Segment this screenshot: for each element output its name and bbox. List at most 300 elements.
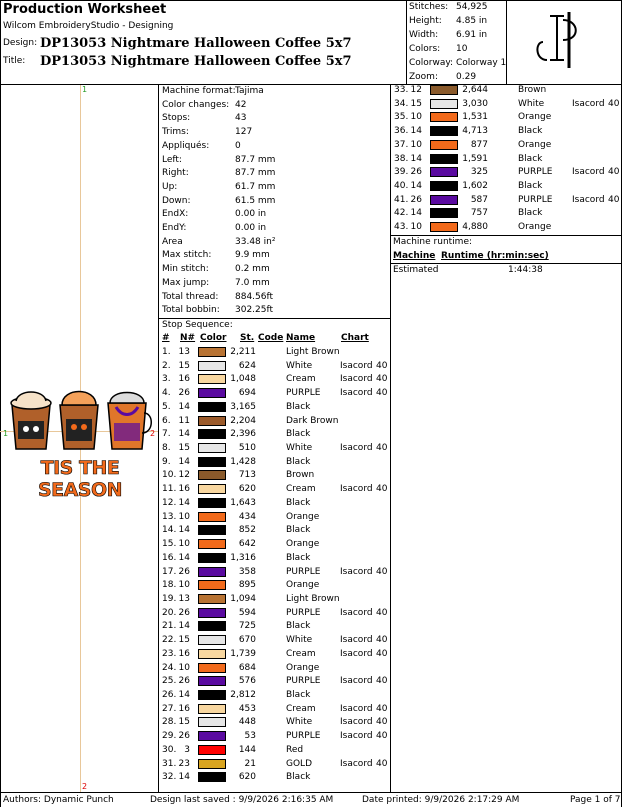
stop-stitches: 642 [238, 539, 256, 550]
stop-stitches: 620 [238, 772, 256, 783]
stop-row [160, 538, 390, 552]
stop-color-name: White [286, 717, 313, 728]
property-value: 127 [235, 127, 253, 138]
summary-value: 0.29 [456, 72, 477, 82]
property-label: Left: [162, 154, 182, 165]
property-label: EndY: [162, 223, 187, 233]
property-value: 7.0 mm [235, 277, 270, 288]
stop-row [160, 662, 390, 676]
color-swatch [198, 663, 226, 673]
stop-row [392, 207, 620, 221]
stop-index: 22. [162, 635, 177, 646]
stop-needle: 10 [410, 112, 422, 123]
stop-row [392, 194, 620, 208]
property-label: Machine format: [162, 86, 236, 96]
property-value: 43 [235, 113, 247, 124]
stop-index: 23. [162, 648, 177, 659]
stop-row [392, 153, 620, 167]
stop-row [392, 98, 620, 112]
stop-needle: 10 [178, 539, 190, 550]
stop-index: 30. [162, 744, 177, 755]
stop-code: 40 [376, 443, 388, 454]
stop-color-name: Orange [286, 511, 320, 522]
stop-code: 40 [376, 374, 388, 385]
stop-color-name: Orange [518, 112, 552, 123]
stop-chart: Isacord [572, 98, 605, 109]
stop-stitches: 694 [238, 388, 256, 399]
stop-code: 40 [376, 635, 388, 646]
title-label: Title: [3, 56, 26, 66]
stop-color-name: White [286, 635, 313, 646]
stop-chart: Isacord [340, 566, 373, 577]
color-swatch [198, 704, 226, 714]
color-swatch [198, 608, 226, 618]
coffee-cups-illustration [4, 383, 154, 453]
stop-color-name: Orange [518, 222, 552, 233]
stop-row [160, 373, 390, 387]
stop-color-name: Black [286, 772, 311, 783]
stop-row [160, 469, 390, 483]
stop-row [160, 758, 390, 772]
stop-needle: 26 [178, 388, 190, 399]
stop-index: 4. [162, 388, 171, 399]
stop-needle: 10 [178, 511, 190, 522]
stop-stitches: 877 [470, 139, 488, 150]
color-swatch [198, 470, 226, 480]
slogan-text: TIS THE SEASON [37, 457, 123, 501]
col-chart-header: Chart [341, 333, 369, 343]
stop-index: 14. [162, 525, 177, 536]
stop-index: 17. [162, 566, 177, 577]
stop-color-name: PURPLE [286, 676, 321, 687]
stop-chart: Isacord [340, 717, 373, 728]
color-swatch [198, 690, 226, 700]
color-swatch [430, 85, 458, 95]
summary-label: Zoom: [409, 72, 438, 82]
col-color-header: Color [200, 333, 227, 343]
stop-row [160, 401, 390, 415]
stop-index: 35. [394, 112, 409, 123]
stop-color-name: Cream [286, 703, 316, 714]
stop-color-name: Black [286, 456, 311, 467]
stop-color-name: PURPLE [286, 607, 321, 618]
stop-needle: 26 [178, 731, 190, 742]
property-value: 87.7 mm [235, 154, 276, 165]
stop-needle: 12 [410, 85, 422, 95]
stop-needle: 23 [178, 758, 190, 769]
stop-color-name: GOLD [286, 758, 313, 769]
color-swatch [198, 676, 226, 686]
stop-sequence-title: Stop Sequence: [162, 320, 233, 330]
stop-row [160, 689, 390, 703]
stop-code: 40 [376, 607, 388, 618]
property-value: 61.7 mm [235, 181, 276, 192]
stop-index: 15. [162, 539, 177, 550]
stop-row [160, 428, 390, 442]
stop-index: 8. [162, 443, 171, 454]
stop-stitches: 1,048 [230, 374, 256, 385]
stop-index: 19. [162, 593, 177, 604]
color-swatch [198, 498, 226, 508]
stop-chart: Isacord [340, 635, 373, 646]
stop-index: 40. [394, 181, 409, 192]
stop-stitches: 2,204 [230, 415, 256, 426]
stop-stitches: 725 [238, 621, 256, 632]
summary-value: Colorway 1 [456, 58, 507, 68]
stop-needle: 15 [178, 635, 190, 646]
stop-index: 7. [162, 429, 171, 440]
color-swatch [198, 443, 226, 453]
stop-index: 20. [162, 607, 177, 618]
stop-row [160, 620, 390, 634]
stop-color-name: Black [286, 690, 311, 700]
color-swatch [198, 457, 226, 467]
stop-needle: 14 [410, 153, 422, 164]
stop-code: 40 [608, 194, 620, 205]
stop-index: 5. [162, 401, 171, 412]
color-swatch [430, 140, 458, 150]
stop-needle: 26 [178, 676, 190, 687]
stop-index: 37. [394, 139, 409, 150]
stop-stitches: 358 [238, 566, 256, 577]
stop-stitches: 1,643 [230, 497, 256, 508]
stop-row [160, 387, 390, 401]
property-value: 884.56ft [235, 291, 274, 302]
color-swatch [430, 99, 458, 109]
stop-row [160, 579, 390, 593]
color-swatch [198, 580, 226, 590]
stop-color-name: Dark Brown [286, 415, 339, 426]
stop-color-name: Black [518, 126, 543, 137]
stop-index: 38. [394, 153, 409, 164]
color-swatch [198, 649, 226, 659]
stop-code: 40 [608, 167, 620, 178]
stop-needle: 15 [178, 443, 190, 454]
runtime-machine-header: Machine [393, 251, 436, 261]
stop-sequence-header [160, 332, 390, 345]
color-swatch [198, 374, 226, 384]
property-value: Tajima [235, 86, 264, 96]
color-swatch [430, 208, 458, 218]
property-label: Min stitch: [162, 264, 209, 275]
stop-needle: 14 [178, 525, 190, 536]
summary-box [406, 0, 506, 84]
stop-row [160, 483, 390, 497]
stop-stitches: 144 [238, 744, 256, 755]
stop-color-name: Black [286, 621, 311, 632]
stop-code: 40 [376, 360, 388, 371]
stop-row [160, 730, 390, 744]
footer-authors: Authors: Dynamic Punch [3, 795, 114, 805]
stop-row [160, 716, 390, 730]
stop-index: 41. [394, 194, 409, 205]
property-label: Max jump: [162, 277, 210, 288]
stop-stitches: 1,531 [462, 112, 488, 123]
stop-needle: 16 [178, 374, 190, 385]
stop-stitches: 2,644 [462, 85, 488, 95]
footer-saved: Design last saved : 9/9/2026 2:16:35 AM [150, 795, 334, 805]
stop-stitches: 1,602 [462, 181, 488, 192]
stop-needle: 14 [178, 456, 190, 467]
stop-row [160, 634, 390, 648]
stop-row [160, 648, 390, 662]
property-label: Trims: [162, 127, 189, 138]
stop-stitches: 1,316 [230, 552, 256, 563]
color-swatch [198, 772, 226, 782]
stop-index: 18. [162, 580, 177, 591]
stop-code: 40 [376, 703, 388, 714]
color-swatch [198, 621, 226, 631]
color-swatch [198, 512, 226, 522]
stop-code: 40 [376, 388, 388, 399]
stop-color-name: Orange [286, 662, 320, 673]
property-value: 87.7 mm [235, 168, 276, 179]
stop-row [160, 360, 390, 374]
property-value: 33.48 in² [235, 236, 276, 247]
stop-needle: 14 [178, 401, 190, 412]
stop-row [160, 744, 390, 758]
stop-index: 2. [162, 360, 171, 371]
stop-index: 26. [162, 690, 177, 700]
stop-stitches: 2,812 [230, 690, 256, 700]
footer-page: Page 1 of 7 [570, 795, 621, 805]
color-swatch [198, 484, 226, 494]
stop-stitches: 434 [238, 511, 256, 522]
stop-stitches: 21 [244, 758, 256, 769]
stop-row [392, 139, 620, 153]
stop-needle: 14 [178, 552, 190, 563]
runtime-estimated-value: 1:44:38 [508, 265, 543, 275]
color-swatch [430, 195, 458, 205]
stop-stitches: 453 [238, 703, 256, 714]
stop-needle: 13 [178, 347, 190, 357]
color-swatch [198, 388, 226, 398]
stop-code: 40 [376, 484, 388, 495]
software-name: Wilcom EmbroideryStudio - Designing [3, 21, 174, 31]
stop-color-name: Cream [286, 484, 316, 495]
stop-needle: 16 [178, 484, 190, 495]
runtime-duration-header: Runtime (hr:min:sec) [441, 251, 549, 261]
stop-needle: 13 [178, 593, 190, 604]
stop-row [160, 346, 390, 360]
stop-needle: 26 [410, 167, 422, 178]
stop-row [160, 593, 390, 607]
color-swatch [198, 402, 226, 412]
stop-needle: 12 [178, 470, 190, 481]
stop-row [160, 552, 390, 566]
stop-stitches: 1,428 [230, 456, 256, 467]
stop-stitches: 684 [238, 662, 256, 673]
footer-printed: Date printed: 9/9/2026 2:17:29 AM [362, 795, 520, 805]
stop-color-name: Cream [286, 648, 316, 659]
stop-needle: 26 [178, 607, 190, 618]
stop-color-name: Orange [518, 139, 552, 150]
stop-color-name: Black [286, 429, 311, 440]
stop-code: 40 [376, 676, 388, 687]
stop-code: 40 [608, 98, 620, 109]
col-needle-header: N# [180, 333, 196, 343]
stop-needle: 10 [410, 222, 422, 233]
stop-color-name: Cream [286, 374, 316, 385]
stop-index: 28. [162, 717, 177, 728]
stop-chart: Isacord [340, 758, 373, 769]
runtime-estimated-label: Estimated [393, 265, 439, 275]
stop-needle: 14 [410, 126, 422, 137]
stop-chart: Isacord [340, 648, 373, 659]
color-swatch [198, 525, 226, 535]
stop-color-name: White [286, 443, 313, 454]
stop-stitches: 1,591 [462, 153, 488, 164]
stop-needle: 11 [178, 415, 190, 426]
stop-stitches: 2,211 [230, 347, 256, 357]
stop-color-name: Black [286, 401, 311, 412]
color-swatch [430, 154, 458, 164]
stop-stitches: 670 [238, 635, 256, 646]
stop-row [160, 415, 390, 429]
marker-end-right: 2 [150, 429, 156, 438]
stop-needle: 15 [178, 360, 190, 371]
stop-index: 39. [394, 167, 409, 178]
stop-index: 24. [162, 662, 177, 673]
color-swatch [430, 126, 458, 136]
stop-index: 43. [394, 222, 409, 233]
stop-index: 10. [162, 470, 177, 481]
stop-needle: 3 [184, 744, 190, 755]
property-label: Total thread: [162, 291, 219, 302]
stop-code: 40 [376, 717, 388, 728]
stop-row [392, 111, 620, 125]
stop-color-name: Light Brown [286, 593, 340, 604]
color-swatch [198, 553, 226, 563]
stop-needle: 14 [178, 621, 190, 632]
stop-needle: 14 [178, 690, 190, 700]
stop-stitches: 2,396 [230, 429, 256, 440]
stop-stitches: 757 [470, 208, 488, 219]
stop-color-name: Light Brown [286, 347, 340, 357]
stop-stitches: 587 [470, 194, 488, 205]
stop-index: 9. [162, 456, 171, 467]
summary-value: 10 [456, 44, 468, 54]
stop-index: 42. [394, 208, 409, 219]
stop-row [160, 497, 390, 511]
color-swatch [198, 429, 226, 439]
stop-code: 40 [376, 758, 388, 769]
stop-stitches: 325 [470, 167, 488, 178]
property-label: Total bobbin: [162, 305, 220, 316]
stop-color-name: Red [286, 744, 304, 755]
property-label: EndX: [162, 209, 189, 220]
stop-chart: Isacord [340, 388, 373, 399]
stop-index: 31. [162, 758, 177, 769]
property-label: Appliqués: [162, 140, 210, 151]
stop-stitches: 1,739 [230, 648, 256, 659]
stop-needle: 15 [178, 717, 190, 728]
summary-label: Colors: [409, 44, 441, 54]
stop-row [160, 524, 390, 538]
stop-stitches: 594 [238, 607, 256, 618]
stop-color-name: Brown [286, 470, 315, 481]
stop-index: 36. [394, 126, 409, 137]
design-title: DP13053 Nightmare Halloween Coffee 5x7 [40, 54, 352, 69]
stop-color-name: PURPLE [518, 167, 553, 178]
stop-color-name: Black [518, 153, 543, 164]
stop-needle: 26 [178, 566, 190, 577]
stop-index: 33. [394, 85, 409, 95]
stop-stitches: 4,713 [462, 126, 488, 137]
color-swatch [198, 635, 226, 645]
property-label: Area [162, 236, 183, 247]
color-swatch [198, 759, 226, 769]
stop-stitches: 852 [238, 525, 256, 536]
summary-value: 4.85 in [456, 16, 488, 26]
marker-start-left: 1 [3, 429, 9, 438]
col-num-header: # [162, 333, 170, 343]
property-value: 0.00 in [235, 223, 267, 233]
stop-stitches: 3,030 [462, 98, 488, 109]
color-swatch [430, 167, 458, 177]
stop-chart: Isacord [340, 443, 373, 454]
color-swatch [198, 745, 226, 755]
property-value: 9.9 mm [235, 250, 270, 261]
stop-row [392, 125, 620, 139]
summary-value: 54,925 [456, 2, 488, 12]
stop-index: 3. [162, 374, 171, 385]
summary-label: Height: [409, 16, 442, 26]
stop-index: 21. [162, 621, 177, 632]
summary-label: Colorway: [409, 58, 454, 68]
color-swatch [198, 539, 226, 549]
stop-needle: 16 [178, 648, 190, 659]
color-swatch [198, 717, 226, 727]
stop-stitches: 620 [238, 484, 256, 495]
stop-row [160, 607, 390, 621]
stop-color-name: PURPLE [286, 566, 321, 577]
stop-row [160, 675, 390, 689]
stop-stitches: 576 [238, 676, 256, 687]
stop-color-name: PURPLE [286, 388, 321, 399]
brand-logo [507, 2, 619, 82]
stop-needle: 10 [178, 580, 190, 591]
color-swatch [198, 567, 226, 577]
property-value: 61.5 mm [235, 195, 276, 206]
color-swatch [198, 347, 226, 357]
stop-stitches: 510 [238, 443, 256, 454]
summary-label: Width: [409, 30, 439, 40]
property-label: Stops: [162, 113, 191, 124]
stop-color-name: PURPLE [518, 194, 553, 205]
stop-row [160, 771, 390, 785]
worksheet-title: Production Worksheet [3, 2, 167, 17]
stop-color-name: PURPLE [286, 731, 321, 742]
stop-color-name: Black [286, 525, 311, 536]
stop-index: 16. [162, 552, 177, 563]
color-swatch [198, 361, 226, 371]
stop-index: 27. [162, 703, 177, 714]
col-code-header: Code [258, 333, 284, 343]
stop-chart: Isacord [572, 167, 605, 178]
design-preview [0, 85, 158, 792]
stop-color-name: Orange [286, 539, 320, 550]
stop-index: 6. [162, 415, 171, 426]
stop-row [392, 166, 620, 180]
property-label: Color changes: [162, 99, 230, 110]
stop-stitches: 53 [244, 731, 256, 742]
design-label: Design: [3, 38, 38, 48]
color-swatch [430, 222, 458, 232]
stop-index: 11. [162, 484, 177, 495]
stop-chart: Isacord [340, 360, 373, 371]
stop-needle: 14 [178, 429, 190, 440]
